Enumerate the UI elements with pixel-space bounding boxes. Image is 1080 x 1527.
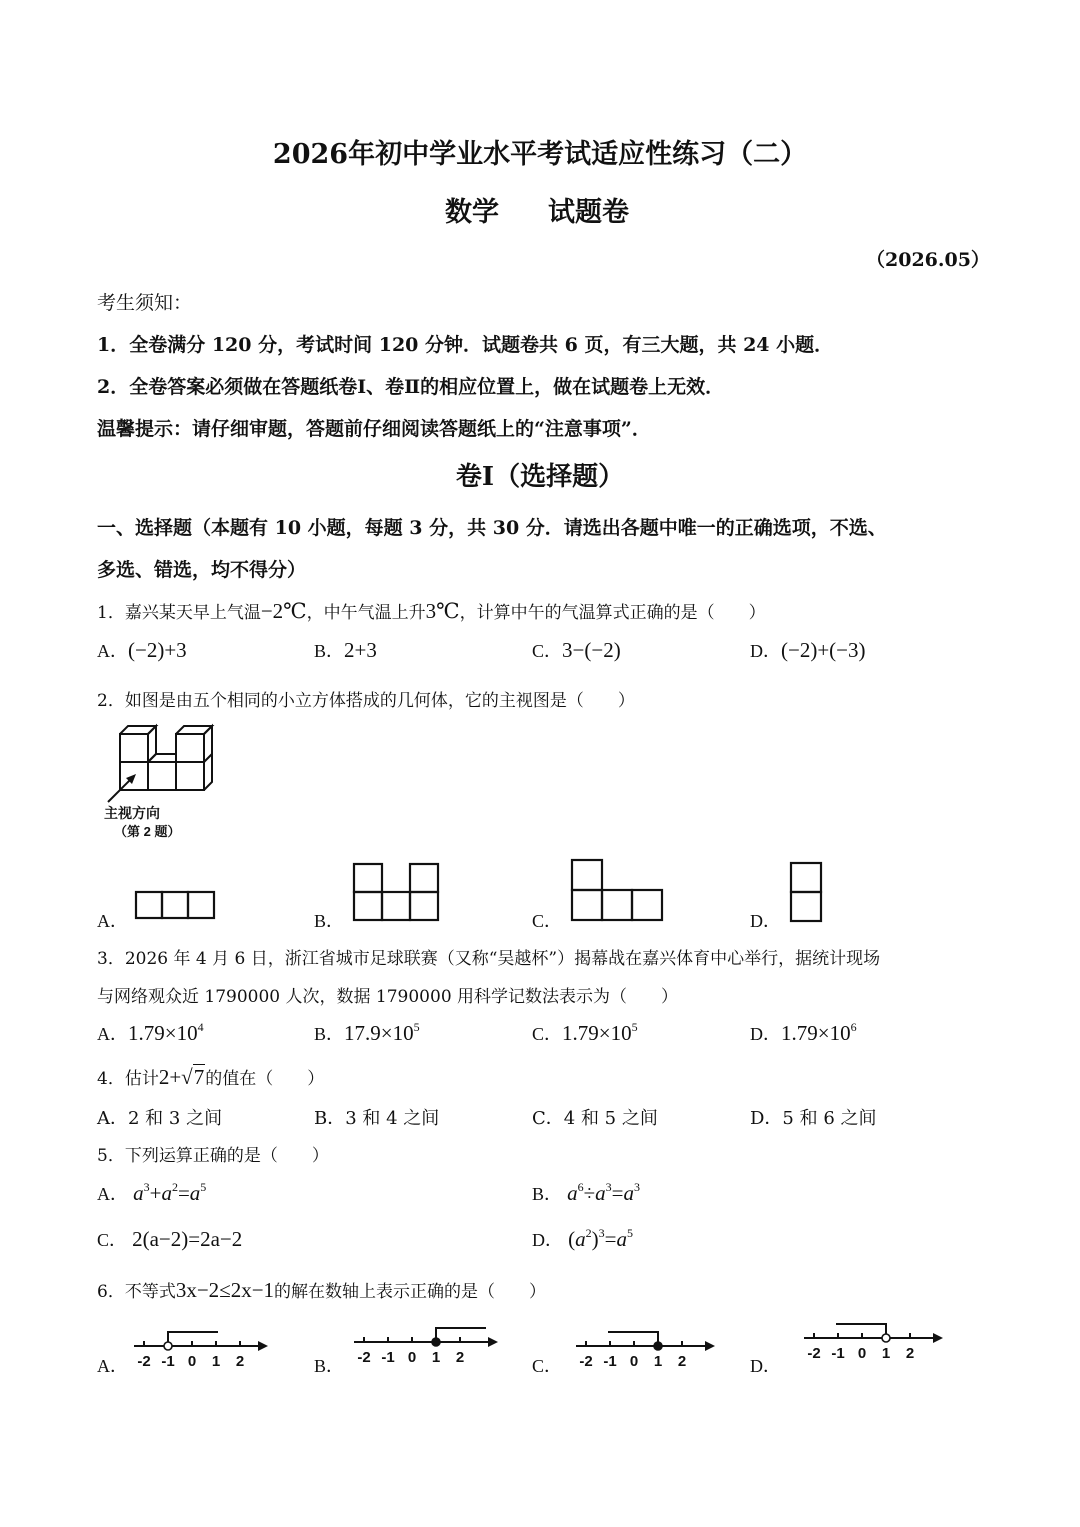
question-5-option-a[interactable]: A． $a^3+a^2=a^5$ bbox=[97, 1180, 207, 1205]
question-2-option-a-figure[interactable] bbox=[134, 890, 216, 922]
number-line-tick-label: -1 bbox=[603, 1353, 617, 1370]
endpoint-dot bbox=[882, 1334, 890, 1342]
solution-bracket bbox=[608, 1332, 658, 1342]
number-line-tick-label: 1 bbox=[431, 1349, 441, 1366]
number-line-tick-label: -1 bbox=[831, 1345, 845, 1362]
endpoint-dot bbox=[432, 1338, 440, 1346]
question-2-option-c-label[interactable]: C． bbox=[532, 911, 563, 931]
number-line-tick-label: 0 bbox=[629, 1353, 639, 1370]
question-6-option-d-number-line[interactable] bbox=[800, 1314, 945, 1364]
section-instructions-line1: 一、选择题（本题有 10 小题，每题 3 分，共 30 分．请选出各题中唯一的正确选项，不选、 bbox=[97, 517, 887, 539]
solution-bracket bbox=[836, 1324, 886, 1334]
question-1-option-c[interactable]: C．3−(−2) bbox=[532, 638, 621, 662]
number-line-tick-label: -1 bbox=[381, 1349, 395, 1366]
question-5-option-c[interactable]: C． 2(a−2)=2a−2 bbox=[97, 1227, 243, 1251]
question-2-figure-direction-label: 主视方向 bbox=[104, 805, 160, 821]
number-line-tick-label: -2 bbox=[807, 1345, 821, 1362]
question-4-option-c[interactable]: C．4 和 5 之间 bbox=[532, 1108, 658, 1129]
exam-paper-label: 试题卷 bbox=[548, 197, 629, 228]
number-line-tick-label: -2 bbox=[579, 1353, 593, 1370]
question-6-option-a-label[interactable]: A． bbox=[97, 1356, 128, 1376]
question-4-text: 4．估计2+√7的值在（ ） bbox=[97, 1065, 325, 1089]
number-line-tick-label: -2 bbox=[137, 1353, 151, 1370]
number-line-tick-label: 0 bbox=[857, 1345, 867, 1362]
question-6-option-b-label[interactable]: B． bbox=[314, 1356, 345, 1376]
question-3-option-a[interactable]: A．$1.79\times 10^4$ bbox=[97, 1020, 204, 1045]
number-line-tick-label: 1 bbox=[653, 1353, 663, 1370]
solution-bracket bbox=[436, 1328, 486, 1338]
number-line-arrow bbox=[705, 1341, 715, 1351]
question-2-figure bbox=[100, 722, 230, 840]
question-4-option-b[interactable]: B．3 和 4 之间 bbox=[314, 1108, 440, 1129]
question-5-option-b[interactable]: B． $a^6\div a^3=a^3$ bbox=[532, 1180, 640, 1205]
question-2-text: 2．如图是由五个相同的小立方体搭成的几何体，它的主视图是（ ） bbox=[97, 691, 635, 711]
exam-subject: 数学 bbox=[445, 197, 499, 228]
question-2-option-c-figure[interactable] bbox=[570, 858, 664, 922]
notice-tip: 温馨提示：请仔细审题，答题前仔细阅读答题纸上的“注意事项”． bbox=[97, 418, 651, 440]
number-line-arrow bbox=[258, 1341, 268, 1351]
number-line-tick-label: 2 bbox=[235, 1353, 245, 1370]
question-3-line1: 3．2026 年 4 月 6 日，浙江省城市足球联赛（又称“吴越杯”）揭幕战在嘉兴体育中心举行，据统计现场 bbox=[97, 949, 881, 969]
number-line-tick-label: 0 bbox=[187, 1353, 197, 1370]
question-5-text: 5．下列运算正确的是（ ） bbox=[97, 1146, 329, 1166]
question-2-option-b-label[interactable]: B． bbox=[314, 911, 345, 931]
question-1-text: 1．嘉兴某天早上气温−2℃，中午气温上升3℃，计算中午的气温算式正确的是（ ） bbox=[97, 599, 766, 623]
number-line-arrow bbox=[933, 1333, 943, 1343]
question-1-option-d[interactable]: D．(−2)+(−3) bbox=[750, 638, 866, 662]
question-6-option-c-label[interactable]: C． bbox=[532, 1356, 563, 1376]
question-3-option-b[interactable]: B．$17.9\times 10^5$ bbox=[314, 1020, 420, 1045]
question-3-option-d[interactable]: D．$1.79\times 10^6$ bbox=[750, 1020, 857, 1045]
question-6-option-b-number-line[interactable] bbox=[350, 1318, 500, 1368]
number-line-tick-label: 2 bbox=[905, 1345, 915, 1362]
question-5-option-d[interactable]: D． $(a^2)^3=a^5$ bbox=[532, 1226, 633, 1251]
solution-bracket bbox=[168, 1332, 218, 1342]
question-4-option-d[interactable]: D．5 和 6 之间 bbox=[750, 1108, 877, 1129]
number-line-tick-label: 1 bbox=[211, 1353, 221, 1370]
question-2-option-d-figure[interactable] bbox=[788, 861, 824, 923]
notice-item-1: 1．全卷满分 120 分，考试时间 120 分钟．试题卷共 6 页，有三大题，共 24 小题． bbox=[97, 334, 834, 356]
endpoint-dot bbox=[164, 1342, 172, 1350]
question-6-text: 6．不等式3x−2≤2x−1的解在数轴上表示正确的是（ ） bbox=[97, 1278, 547, 1302]
question-1-option-b[interactable]: B．2+3 bbox=[314, 638, 377, 662]
number-line-arrow bbox=[488, 1337, 498, 1347]
notice-item-2: 2．全卷答案必须做在答题纸卷Ⅰ、卷Ⅱ的相应位置上，做在试题卷上无效． bbox=[97, 376, 725, 398]
number-line-tick-label: -2 bbox=[357, 1349, 371, 1366]
question-6-option-c-number-line[interactable] bbox=[572, 1322, 717, 1372]
number-line-tick-label: -1 bbox=[161, 1353, 175, 1370]
question-2-option-b-figure[interactable] bbox=[352, 862, 440, 922]
section-title: 卷Ⅰ（选择题） bbox=[455, 462, 625, 492]
question-2-option-d-label[interactable]: D． bbox=[750, 911, 781, 931]
number-line-tick-label: 2 bbox=[677, 1353, 687, 1370]
question-6-option-a-number-line[interactable] bbox=[130, 1322, 270, 1372]
exam-title: 2026年初中学业水平考试适应性练习（二） bbox=[272, 139, 808, 170]
number-line-tick-label: 1 bbox=[881, 1345, 891, 1362]
endpoint-dot bbox=[654, 1342, 662, 1350]
question-2-option-a-label[interactable]: A． bbox=[97, 911, 128, 931]
question-3-option-c[interactable]: C．$1.79\times 10^5$ bbox=[532, 1020, 638, 1045]
number-line-tick-label: 0 bbox=[407, 1349, 417, 1366]
question-2-figure-caption: （第 2 题） bbox=[114, 824, 181, 839]
question-6-option-d-label[interactable]: D． bbox=[750, 1356, 781, 1376]
section-instructions-line2: 多选、错选，均不得分） bbox=[97, 559, 307, 581]
number-line-tick-label: 2 bbox=[455, 1349, 465, 1366]
notice-heading: 考生须知： bbox=[97, 292, 193, 314]
question-4-option-a[interactable]: A．2 和 3 之间 bbox=[97, 1108, 223, 1129]
question-3-line2: 与网络观众近 1790000 人次，数据 1790000 用科学记数法表示为（ ） bbox=[97, 987, 679, 1007]
exam-date: （2026.05） bbox=[866, 249, 990, 271]
question-1-option-a[interactable]: A．(−2)+3 bbox=[97, 638, 187, 662]
